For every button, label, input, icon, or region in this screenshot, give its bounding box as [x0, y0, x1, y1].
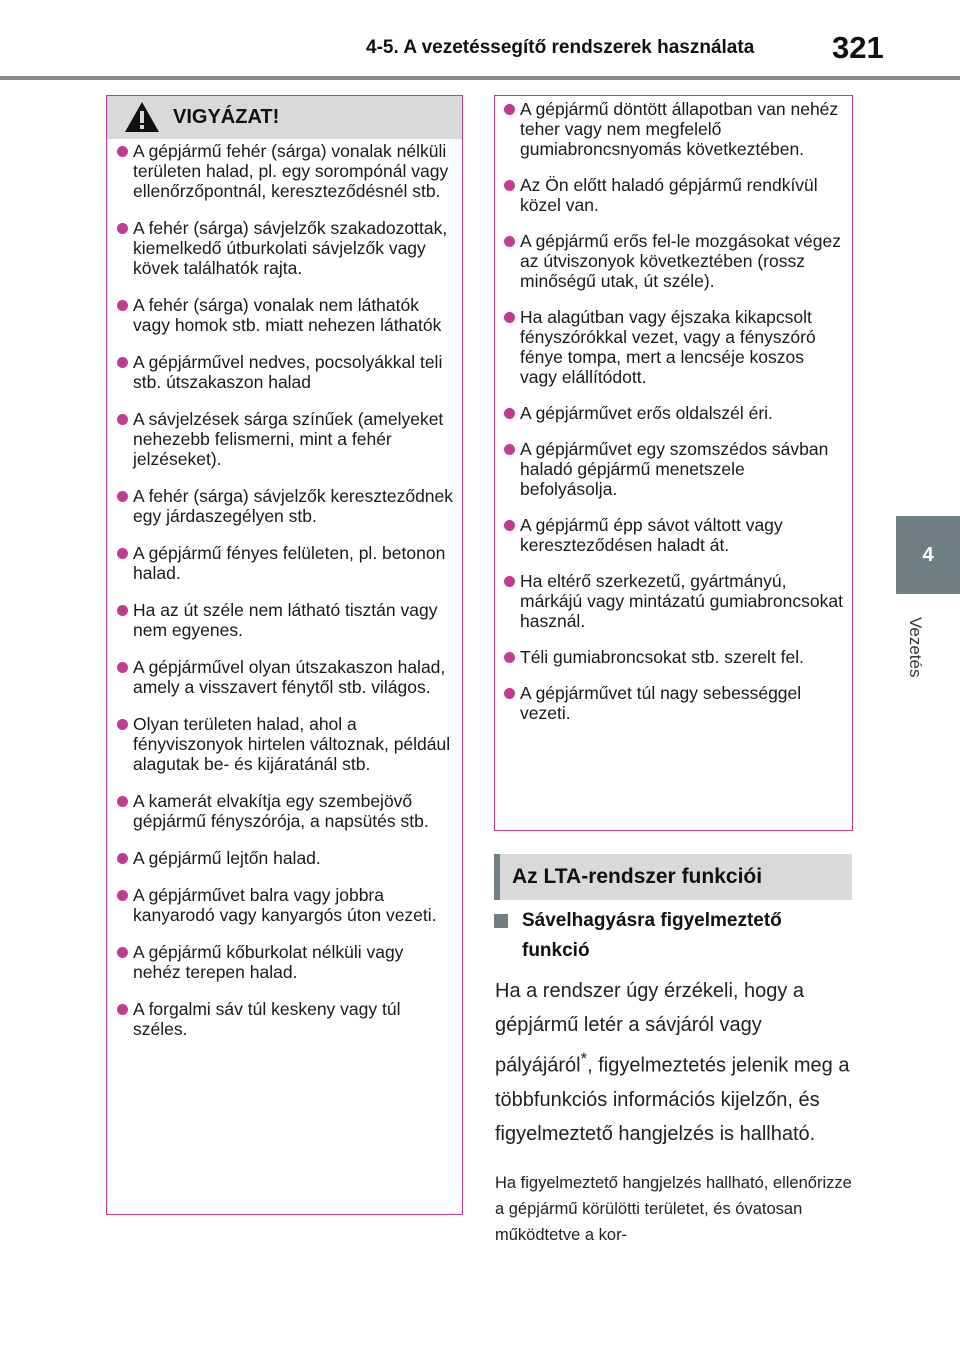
square-bullet-icon	[494, 914, 508, 928]
caution-item: A sávjelzések sárga színűek (amelyeket nehezebb felismerni, mint a fehér jelzéseket).	[117, 409, 454, 469]
caution-box	[106, 95, 463, 1215]
caution-item: A gépjárművet balra vagy jobbra kanyarodó vagy kanyargós úton vezeti.	[117, 885, 454, 925]
caution-item: Ha alagútban vagy éjszaka kikapcsolt fényszórókkal vezet, vagy a fényszóró fénye tompa, mert a lencséje koszos vagy elállítódott.	[504, 307, 844, 387]
header-divider	[0, 76, 960, 80]
caution-item: A fehér (sárga) sávjelzők szakadozottak, kiemelkedő útburkolati sávjelzők vagy kövek találhatók rajta.	[117, 218, 454, 278]
caution-item: A gépjármű lejtőn halad.	[117, 848, 454, 868]
caution-item: A gépjármű fényes felületen, pl. betonon halad.	[117, 543, 454, 583]
warning-triangle-icon	[123, 100, 161, 134]
caution-item: A gépjárművet túl nagy sebességgel vezeti.	[504, 683, 844, 723]
caution-item: A gépjárművet egy szomszédos sávban haladó gépjármű menetszele befolyásolja.	[504, 439, 844, 499]
caution-item: A fehér (sárga) sávjelzők kereszteződnek egy járdaszegélyen stb.	[117, 486, 454, 526]
body-text-part: , figyelmeztetés jelenik meg a többfunkciós információs kijelzőn, és figyelmeztető hangjelzés is hallható.	[495, 1054, 850, 1145]
caution-item: A gépjármű kőburkolat nélküli vagy nehéz terepen halad.	[117, 942, 454, 982]
caution-item: A forgalmi sáv túl keskeny vagy túl széles.	[117, 999, 454, 1039]
caution-item: Olyan területen halad, ahol a fényviszonyok hirtelen változnak, például alagutak be- és kijáratánál stb.	[117, 714, 454, 774]
caution-list	[107, 141, 462, 1039]
caution-item: A gépjármű döntött állapotban van nehéz teher vagy nem megfelelő gumiabroncsnyomás következtében.	[504, 99, 844, 159]
caution-item: Ha az út széle nem látható tisztán vagy nem egyenes.	[117, 600, 454, 640]
caution-item: Téli gumiabroncsokat stb. szerelt fel.	[504, 647, 844, 667]
caution-header	[107, 96, 462, 139]
chapter-number: 4	[922, 543, 934, 566]
caution-item: A gépjárművel nedves, pocsolyákkal teli stb. útszakaszon halad	[117, 352, 454, 392]
chapter-label: Vezetés	[906, 616, 925, 678]
chapter-tab	[896, 516, 960, 594]
caution-title: VIGYÁZAT!	[173, 106, 280, 128]
body-text-part: Ha a rendszer úgy érzékeli, hogy a gépjármű letér a sávjáról vagy pályájáról	[495, 980, 805, 1077]
running-header-title: 4-5. A vezetéssegítő rendszerek használata	[366, 37, 755, 58]
caution-item: A kamerát elvakítja egy szembejövő gépjármű fényszórója, a napsütés stb.	[117, 791, 454, 831]
caution-item: Az Ön előtt haladó gépjármű rendkívül közel van.	[504, 175, 844, 215]
caution-item: A gépjármű erős fel-le mozgásokat végez az útviszonyok következtében (rossz minőségű utak, út széle).	[504, 231, 844, 291]
caution-item: A fehér (sárga) vonalak nem láthatók vagy homok stb. miatt nehezen láthatók	[117, 295, 454, 335]
body-paragraph	[495, 974, 855, 1151]
caution-item: A gépjármű fehér (sárga) vonalak nélküli területen halad, pl. egy sorompónál vagy ellenőrzőpontnál, kereszteződésnél stb.	[117, 141, 454, 201]
note-paragraph: Ha figyelmeztető hangjelzés hallható, ellenőrizze a gépjármű körülötti területet, és óvatosan működtetve a kor-	[495, 1174, 852, 1244]
caution-item: Ha eltérő szerkezetű, gyártmányú, márkájú vagy mintázatú gumiabroncsokat használ.	[504, 571, 844, 631]
caution-item: A gépjármű épp sávot váltott vagy kereszteződésen haladt át.	[504, 515, 844, 555]
footnote-mark: *	[580, 1049, 588, 1068]
subsection-heading: Sávelhagyásra figyelmeztető funkció	[522, 910, 782, 961]
caution-item: A gépjárművet erős oldalszél éri.	[504, 403, 844, 423]
section-heading: Az LTA-rendszer funkciói	[494, 854, 852, 900]
caution-continued-list	[495, 99, 852, 723]
caution-continued-box	[494, 95, 853, 831]
page-number: 321	[832, 30, 884, 65]
caution-item: A gépjárművel olyan útszakaszon halad, amely a visszavert fénytől stb. világos.	[117, 657, 454, 697]
